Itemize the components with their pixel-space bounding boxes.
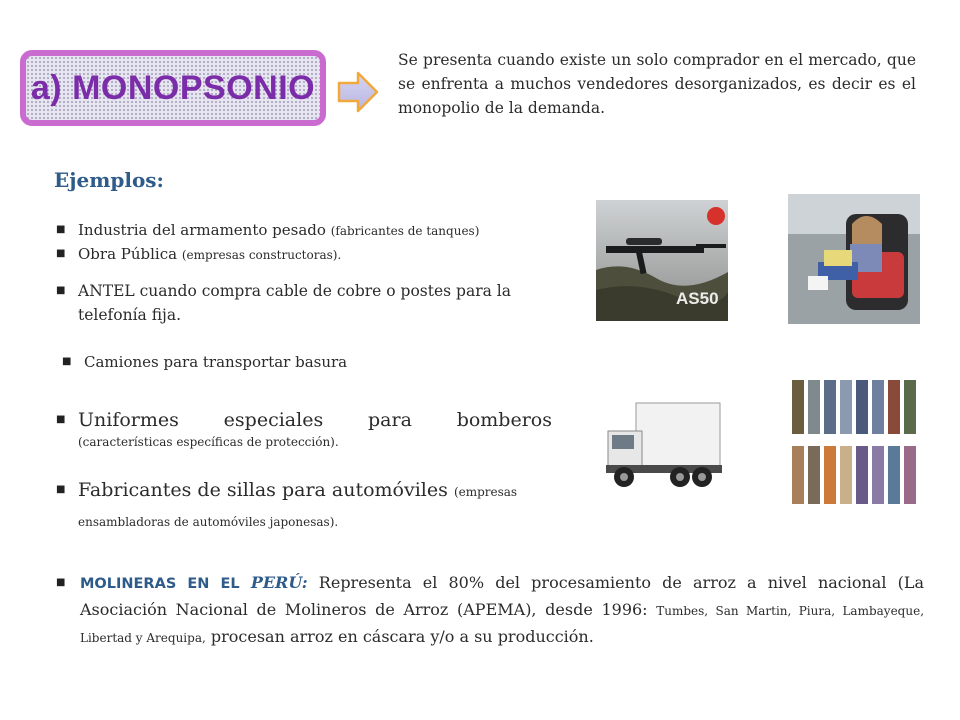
bottom-lead-country: PERÚ: <box>250 573 308 592</box>
bullet-icon: ■ <box>56 248 66 259</box>
bullet-icon: ■ <box>56 224 66 235</box>
bullet-icon: ■ <box>56 285 66 296</box>
bottom-text-1: Representa el 80% del procesamiento de arroz a nivel nacional (La Asociación Nacional de Molineros de Arroz (APEMA), desde 1996: <box>80 573 925 619</box>
list-item <box>62 351 562 373</box>
examples-heading: Ejemplos: <box>54 168 164 192</box>
item-note: (fabricantes de tanques) <box>330 224 480 238</box>
definition-text: Se presenta cuando existe un solo comprador en el mercado, que se enfrenta a muchos vendedores desorganizados, es decir es el monopolio de la demanda. <box>398 51 916 117</box>
item-text: Uniformes especiales para bomberos <box>78 409 552 431</box>
bullet-icon: ■ <box>56 414 66 425</box>
item-text: Industria del armamento pesado <box>78 221 326 239</box>
item-text: Obra Pública <box>78 245 178 263</box>
bottom-regions: Tumbes, San Martin, Piura, Lambayeque, Libertad y Arequipa, <box>80 604 925 645</box>
arrow-right-icon <box>336 70 380 114</box>
bottom-lead: MOLINERAS EN EL <box>80 576 240 592</box>
list-item <box>56 279 566 327</box>
item-text: Camiones para transportar basura <box>84 353 348 371</box>
item-text: ANTEL cuando compra cable de cobre o postes para la telefonía fija. <box>78 282 511 324</box>
item-text: Fabricantes de sillas para automóviles <box>78 479 448 501</box>
bullet-icon: ■ <box>56 484 66 495</box>
bullet-icon: ■ <box>62 356 72 367</box>
item-note: (características específicas de protección). <box>78 435 339 449</box>
title-box <box>20 50 326 126</box>
bottom-text-2: procesan arroz en cáscara y/o a su producción. <box>210 627 594 646</box>
rifle-photo <box>596 200 728 321</box>
list-item <box>56 406 552 450</box>
bottom-paragraph <box>58 570 924 651</box>
list-item <box>56 243 576 266</box>
page-title: a) MONOPSONIO <box>30 68 316 107</box>
list-item <box>56 476 566 536</box>
bullet-icon: ■ <box>56 577 66 588</box>
item-note: (empresas constructoras). <box>181 248 342 262</box>
rifle-label: AS50 <box>676 289 719 308</box>
item-note: (empresas ensambladoras de automóviles japonesas). <box>78 485 518 529</box>
list-item <box>56 219 576 242</box>
garbage-truck-photo <box>596 373 730 511</box>
car-seat-photo <box>788 194 920 324</box>
uniforms-photo <box>788 376 918 510</box>
